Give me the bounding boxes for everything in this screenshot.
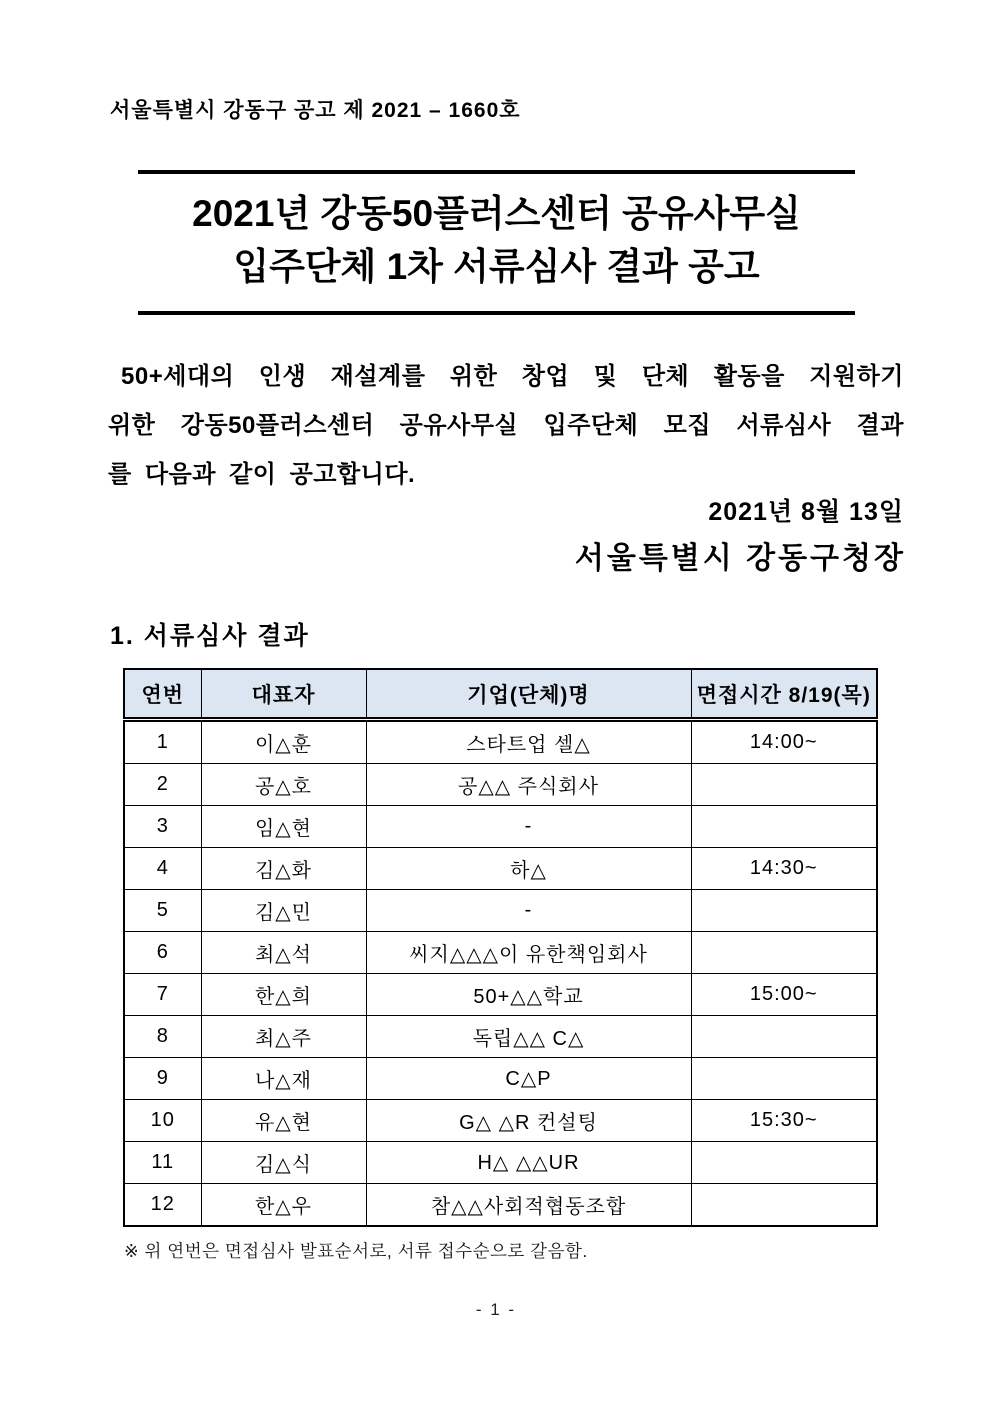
table-cell: 8 — [124, 1016, 201, 1058]
column-header-org: 기업(단체)명 — [366, 669, 691, 720]
table-cell: 50+△△학교 — [366, 974, 691, 1016]
table-cell: 나△재 — [201, 1058, 366, 1100]
body-paragraph — [108, 352, 904, 499]
table-row — [124, 1100, 877, 1142]
table-cell: 2 — [124, 764, 201, 806]
table-body — [124, 720, 877, 1227]
table-cell: - — [366, 890, 691, 932]
table-cell: 김△민 — [201, 890, 366, 932]
title-block — [138, 170, 855, 315]
table-cell — [691, 764, 877, 806]
table-row — [124, 848, 877, 890]
table-row — [124, 932, 877, 974]
section-heading: 1. 서류심사 결과 — [110, 622, 310, 650]
table-cell: 10 — [124, 1100, 201, 1142]
table-cell: 씨지△△△이 유한책임회사 — [366, 932, 691, 974]
table-cell: 이△훈 — [201, 720, 366, 764]
body-line: 를 다음과 같이 공고합니다. — [108, 461, 416, 488]
page-number: - 1 - — [475, 1300, 517, 1319]
column-header-time: 면접시간 8/19(목) — [691, 669, 877, 720]
screening-result-table — [123, 668, 878, 1227]
table-cell: - — [366, 806, 691, 848]
table-cell: 한△우 — [201, 1184, 366, 1227]
notice-number: 서울특별시 강동구 공고 제 2021 – 1660호 — [110, 99, 521, 122]
document-title-line-2: 입주단체 1차 서류심사 결과 공고 — [233, 246, 760, 287]
table-cell: 최△석 — [201, 932, 366, 974]
issuing-authority: 서울특별시 강동구청장 — [574, 542, 906, 575]
table-cell: 스타트업 셀△ — [366, 720, 691, 764]
table-row — [124, 720, 877, 764]
table-cell: 김△화 — [201, 848, 366, 890]
body-line: 위한 강동50플러스센터 공유사무실 입주단체 모집 서류심사 결과 — [108, 412, 904, 439]
column-header-rep: 대표자 — [201, 669, 366, 720]
table-cell — [691, 1142, 877, 1184]
body-line: 50+세대의 인생 재설계를 위한 창업 및 단체 활동을 지원하기 — [121, 363, 904, 390]
table-cell: 15:30~ — [691, 1100, 877, 1142]
table-cell: 공△△ 주식회사 — [366, 764, 691, 806]
table-cell: 공△호 — [201, 764, 366, 806]
table-row — [124, 1016, 877, 1058]
table-row — [124, 1058, 877, 1100]
table-cell: G△ △R 컨설팅 — [366, 1100, 691, 1142]
table-cell: C△P — [366, 1058, 691, 1100]
table-cell: 11 — [124, 1142, 201, 1184]
table-cell: 하△ — [366, 848, 691, 890]
table-cell: 독립△△ C△ — [366, 1016, 691, 1058]
table-cell: 15:00~ — [691, 974, 877, 1016]
table-cell: 한△희 — [201, 974, 366, 1016]
table-cell: 14:00~ — [691, 720, 877, 764]
table-cell: 3 — [124, 806, 201, 848]
table-row — [124, 764, 877, 806]
document-title-line-1: 2021년 강동50플러스센터 공유사무실 — [192, 193, 801, 234]
table-cell: 9 — [124, 1058, 201, 1100]
table-cell: H△ △△UR — [366, 1142, 691, 1184]
table-row — [124, 974, 877, 1016]
table-cell: 5 — [124, 890, 201, 932]
table-cell — [691, 890, 877, 932]
table-cell: 참△△사회적협동조합 — [366, 1184, 691, 1227]
footnote: ※ 위 연번은 면접심사 발표순서로, 서류 접수순으로 갈음함. — [124, 1241, 588, 1261]
table-cell: 1 — [124, 720, 201, 764]
table-cell: 7 — [124, 974, 201, 1016]
table-cell — [691, 1058, 877, 1100]
table-cell — [691, 806, 877, 848]
table-row — [124, 1184, 877, 1227]
table-cell: 14:30~ — [691, 848, 877, 890]
table-cell: 김△식 — [201, 1142, 366, 1184]
table-cell: 유△현 — [201, 1100, 366, 1142]
table-cell: 4 — [124, 848, 201, 890]
table-row — [124, 1142, 877, 1184]
table-header-row — [124, 669, 877, 720]
table-row — [124, 890, 877, 932]
table-cell: 6 — [124, 932, 201, 974]
table-cell: 12 — [124, 1184, 201, 1227]
table-cell — [691, 932, 877, 974]
announcement-date: 2021년 8월 13일 — [708, 498, 904, 526]
table-cell — [691, 1184, 877, 1227]
table-row — [124, 806, 877, 848]
table-cell: 최△주 — [201, 1016, 366, 1058]
table-cell: 임△현 — [201, 806, 366, 848]
column-header-no: 연번 — [124, 669, 201, 720]
table-cell — [691, 1016, 877, 1058]
